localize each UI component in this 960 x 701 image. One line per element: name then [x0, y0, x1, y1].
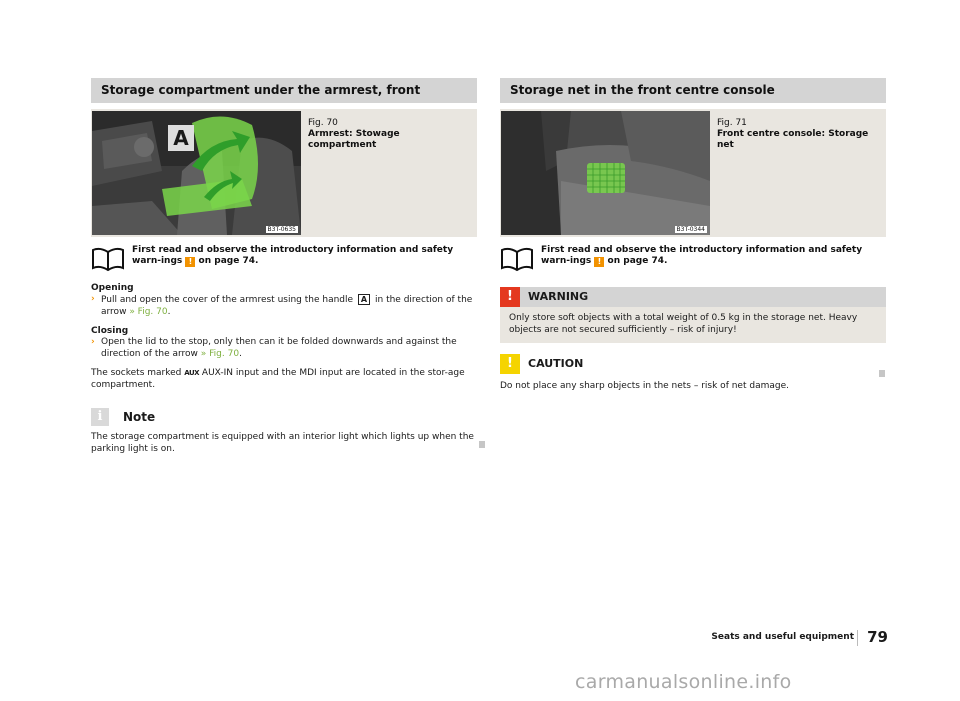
- figure-number: Fig. 70: [308, 118, 338, 128]
- caution-heading: [500, 354, 886, 374]
- storage-net-photo: [501, 111, 710, 235]
- handle-key-a: A: [358, 294, 370, 305]
- figure-71-caption: [717, 118, 877, 151]
- closing-step-text: Open the lid to the stop, only then can it be folded downwards and against the direction of the arrow: [101, 337, 457, 359]
- left-column: [91, 78, 477, 455]
- bullet-arrow-icon: ›: [91, 294, 95, 304]
- caution-text: Do not place any sharp objects in the nets – risk of net damage.: [500, 381, 789, 391]
- image-code: B3T-0344: [676, 226, 705, 233]
- warning-text: Only store soft objects with a total weight of 0.5 kg in the storage net. Heavy objects are not secured sufficiently – risk of injury!: [500, 307, 886, 343]
- page-footer: [700, 628, 888, 648]
- closing-heading: Closing: [91, 326, 129, 336]
- end-of-section-icon: [479, 441, 485, 448]
- armrest-photo: [92, 111, 301, 235]
- figure-title: Front centre console: Storage net: [717, 129, 869, 150]
- read-first-notice: [91, 245, 477, 275]
- right-column: [500, 78, 886, 393]
- bullet-arrow-icon: ›: [91, 337, 95, 347]
- sockets-text: The sockets marked: [91, 368, 182, 378]
- warning-heading-text: WARNING: [528, 290, 589, 303]
- info-icon: i: [91, 408, 109, 426]
- caution-heading-text: CAUTION: [528, 357, 584, 370]
- figure-title: Armrest: Stowage compartment: [308, 129, 400, 150]
- caution-icon: !: [500, 354, 520, 374]
- figure-71-box: [500, 109, 886, 237]
- opening-step: [91, 294, 477, 318]
- section-title-storage-net: Storage net in the front centre console: [500, 78, 886, 103]
- closing-step-end: .: [239, 348, 242, 359]
- exclamation-icon: !: [594, 257, 604, 267]
- warning-icon: !: [500, 287, 520, 307]
- figure-70-box: [91, 109, 477, 237]
- callout-a: A: [173, 126, 189, 150]
- page-number: 79: [867, 628, 888, 646]
- sockets-paragraph: [91, 368, 477, 391]
- sockets-text-2: AUX-IN input and the MDI input are located in the stor-age compartment.: [91, 368, 465, 390]
- note-text: The storage compartment is equipped with an interior light which lights up when the parking light is on.: [91, 432, 474, 454]
- read-first-page: on page 74.: [607, 256, 668, 266]
- note-heading-text: Note: [123, 410, 156, 424]
- figure-70-caption: [308, 118, 468, 151]
- open-book-icon: [500, 246, 534, 272]
- aux-symbol-icon: AUX: [184, 369, 200, 377]
- figure-reference-link[interactable]: » Fig. 70: [129, 306, 168, 317]
- read-first-text: First read and observe the introductory information and safety warn-ings: [132, 245, 454, 266]
- warning-heading: [500, 287, 886, 307]
- read-first-notice: [500, 245, 886, 275]
- image-code: B3T-0635: [267, 226, 296, 233]
- section-title-armrest: Storage compartment under the armrest, front: [91, 78, 477, 103]
- read-first-text: First read and observe the introductory information and safety warn-ings: [541, 245, 863, 266]
- opening-step-end: .: [167, 306, 171, 317]
- opening-heading: Opening: [91, 283, 134, 293]
- figure-71-image: [501, 111, 710, 235]
- open-book-icon: [91, 246, 125, 272]
- figure-number: Fig. 71: [717, 118, 747, 128]
- figure-reference-link[interactable]: » Fig. 70: [200, 348, 240, 359]
- read-first-page: on page 74.: [198, 256, 259, 266]
- figure-70-image: [92, 111, 301, 235]
- closing-step: [91, 337, 477, 360]
- end-of-section-icon: [879, 370, 885, 377]
- exclamation-icon: !: [185, 257, 195, 267]
- note-heading: [91, 408, 477, 426]
- watermark: carmanualsonline.info: [575, 671, 792, 693]
- footer-divider: [857, 630, 858, 646]
- opening-step-text: Pull and open the cover of the armrest using the handle: [101, 295, 354, 305]
- chapter-title: Seats and useful equipment: [711, 632, 854, 642]
- opening-step-text-2: in the direction of the arrow: [101, 295, 473, 317]
